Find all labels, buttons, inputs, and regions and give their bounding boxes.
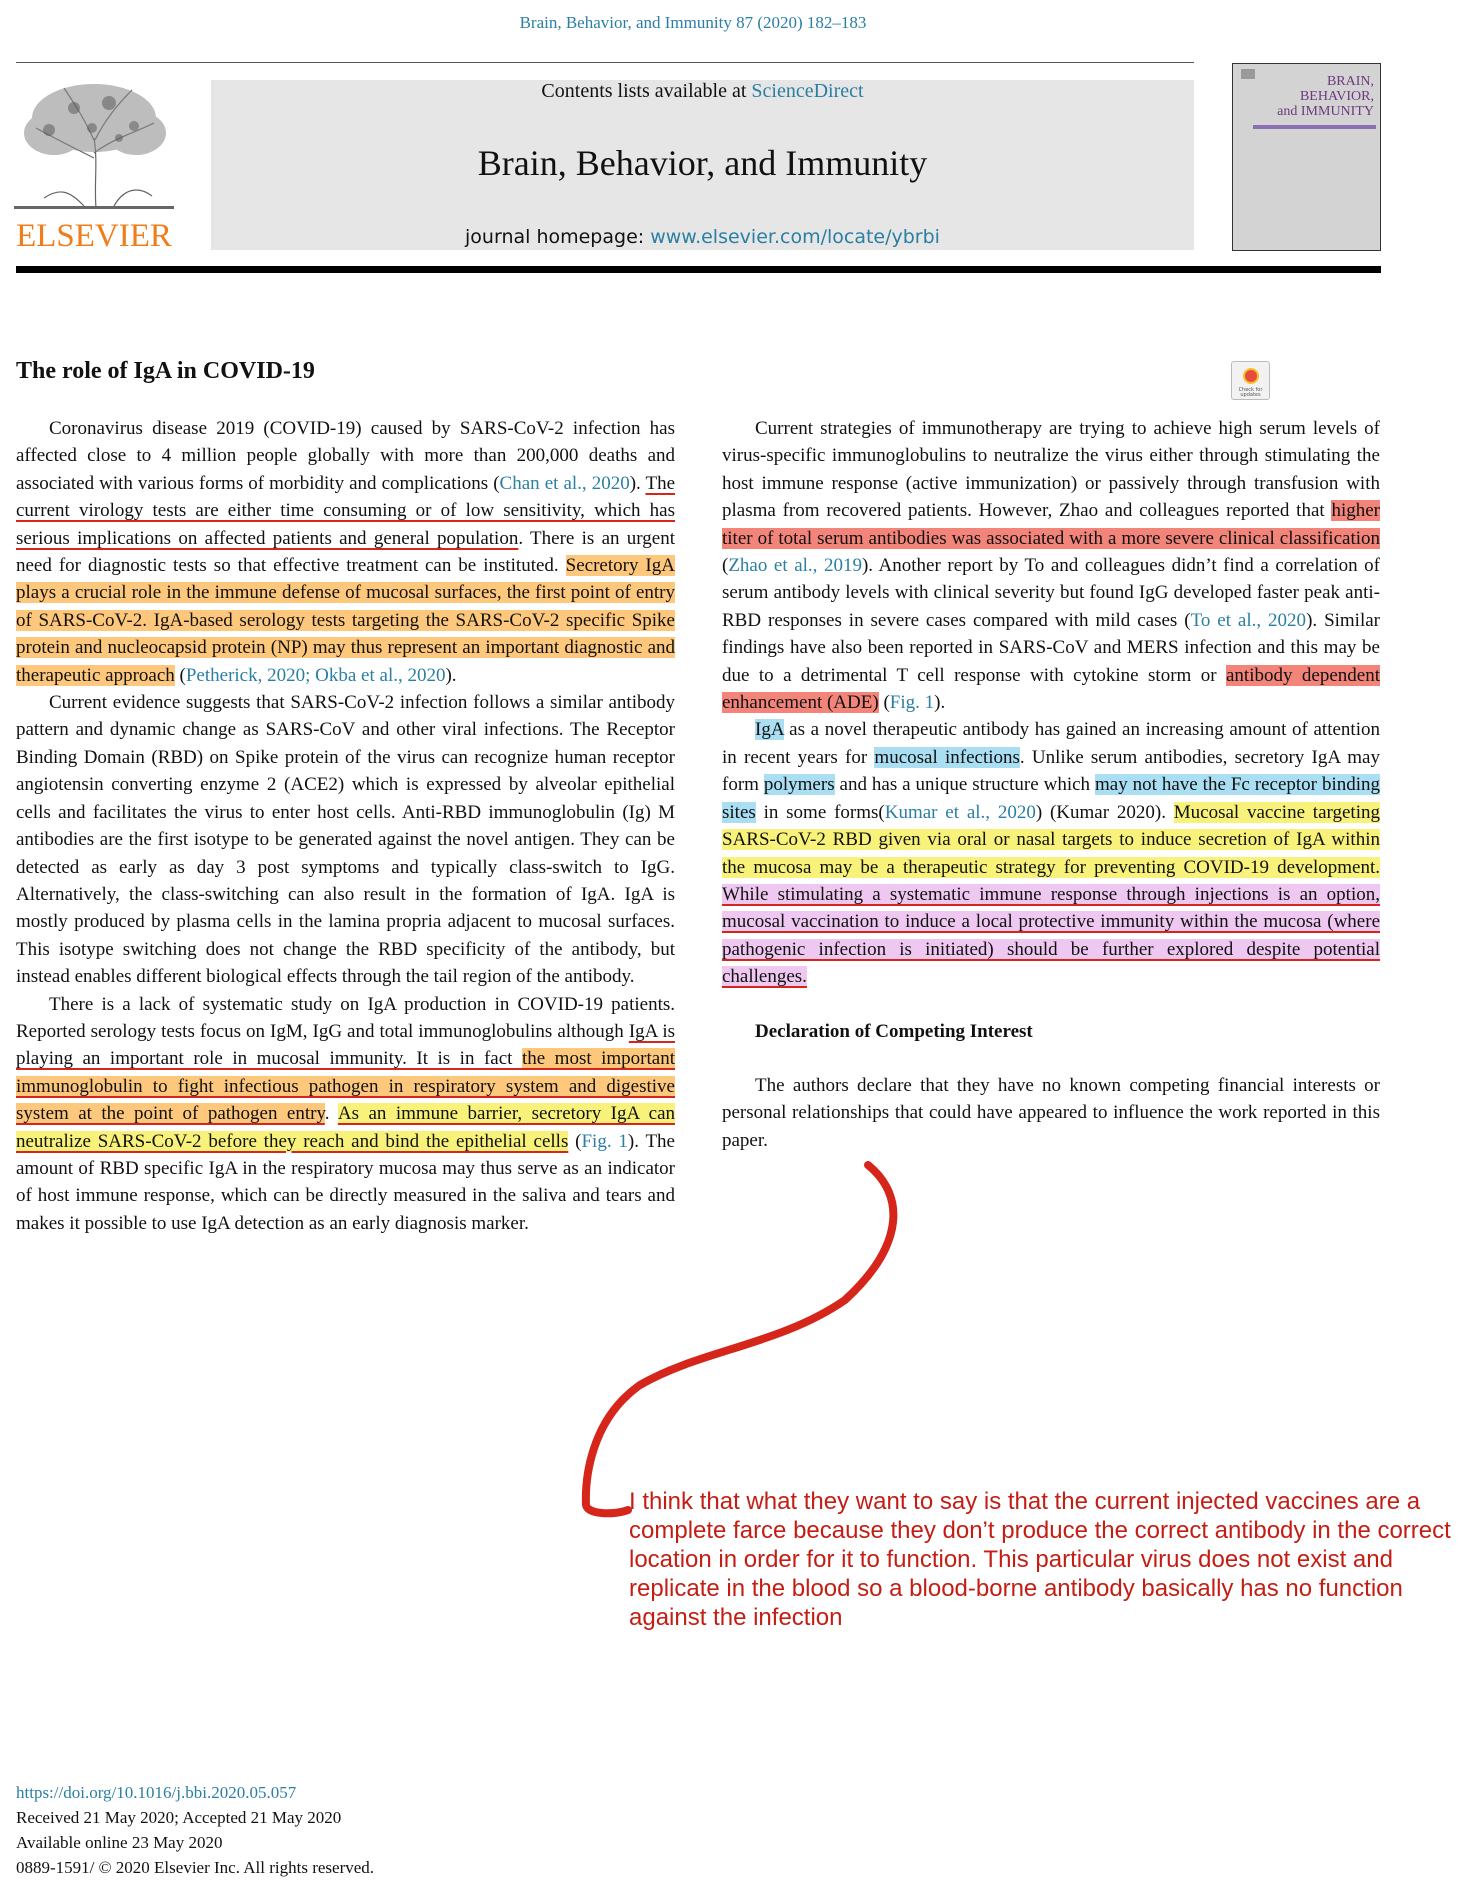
text-run: ). bbox=[445, 664, 457, 686]
reference-link[interactable]: Chan et al., 2020 bbox=[499, 472, 630, 494]
paragraph bbox=[722, 415, 1380, 716]
cover-title bbox=[1277, 74, 1374, 119]
top-rule bbox=[16, 62, 1194, 63]
highlighted-text: antibody dependent enhancement (ADE) bbox=[722, 664, 1380, 714]
highlighted-text: As an immune barrier, secretory IgA can neutralize SARS-CoV-2 before they reach and bind the epithelial cells bbox=[16, 1103, 675, 1152]
reference-link[interactable]: Zhao et al., 2019 bbox=[728, 555, 862, 577]
paragraph bbox=[16, 689, 675, 990]
text-run: . There is an urgent need for diagnostic tests so that effective treatment can be instituted. bbox=[16, 527, 675, 577]
article-footer bbox=[16, 1780, 374, 1880]
copyright: 0889-1591/ © 2020 Elsevier Inc. All rights reserved. bbox=[16, 1858, 375, 1877]
text-run: as a novel therapeutic antibody has gained an increasing amount of attention in recent years for bbox=[722, 719, 1380, 768]
text-run: . Unlike serum antibodies, secretory IgA may form bbox=[722, 746, 1380, 796]
check-for-updates-button[interactable] bbox=[1231, 361, 1270, 400]
article-title: The role of IgA in COVID-19 bbox=[16, 358, 315, 384]
highlighted-text: IgA is playing an important role in mucosal immunity. It is in fact bbox=[16, 1020, 675, 1070]
doi-link[interactable]: https://doi.org/10.1016/j.bbi.2020.05.057 bbox=[16, 1783, 297, 1802]
citation-line[interactable]: Brain, Behavior, and Immunity 87 (2020) 182–183 bbox=[519, 13, 867, 32]
text-run: Current strategies of immunotherapy are trying to achieve high serum levels of virus-specific immunoglobulins to neutralize the virus either through stimulating the host immune response (active immunization) or passively through transfusion with plasma from recovered patients. However, Zhao and colleagues reported that bbox=[722, 418, 1380, 522]
sciencedirect-link[interactable]: ScienceDirect bbox=[751, 80, 864, 102]
handwritten-annotation: I think that what they want to say is that the current injected vaccines are a complete farce because they don’t produce the correct antibody in the correct location in order for it to function. This particular virus does not exist and replicate in the blood so a blood-borne antibody basically has no function against the infection bbox=[629, 1488, 1451, 1631]
text-run: ). bbox=[934, 692, 946, 714]
cover-title-line: BRAIN, bbox=[1326, 74, 1374, 89]
text-run: There is a lack of systematic study on IgA production in COVID-19 patients. Reported serology tests focus on IgM, IgG and total immunoglobulins although bbox=[16, 993, 675, 1042]
highlighted-text: IgA bbox=[755, 719, 784, 741]
text-run: ( bbox=[878, 692, 890, 714]
journal-title: Brain, Behavior, and Immunity bbox=[477, 143, 928, 183]
highlighted-text: mucosal infections bbox=[874, 746, 1020, 768]
homepage-prefix: journal homepage: bbox=[465, 226, 651, 248]
elsevier-tree-icon bbox=[14, 78, 174, 213]
text-run: and has a unique structure which bbox=[834, 774, 1095, 796]
text-run: Coronavirus disease 2019 (COVID-19) caused by SARS-CoV-2 infection has affected close to 4 million people globally with more than 200,000 deaths and associated with various forms of morbidity and complications ( bbox=[16, 418, 675, 494]
highlighted-text: may not have the Fc receptor binding sites bbox=[722, 774, 1381, 823]
text-run: ). Another report by To and colleagues didn’t find a correlation of serum antibody levels with clinical severity but found IgG developed faster peak anti-RBD responses in severe cases compared with mild cases ( bbox=[722, 555, 1381, 631]
reference-link[interactable]: Fig. 1 bbox=[581, 1130, 628, 1152]
text-run: The authors declare that they have no known competing financial interests or personal relationships that could have appeared to influence the work reported in this paper. bbox=[722, 1074, 1380, 1151]
text-run: ( bbox=[568, 1130, 582, 1152]
highlighted-text: higher titer of total serum antibodies was associated with a more severe clinical classification bbox=[722, 500, 1380, 549]
text-run: ( bbox=[722, 555, 729, 577]
received-date: Received 21 May 2020; Accepted 21 May 2020 bbox=[16, 1808, 342, 1827]
contents-line bbox=[211, 80, 1194, 102]
highlighted-text: polymers bbox=[763, 774, 835, 796]
highlighted-text: Secretory IgA plays a crucial role in the immune defense of mucosal surfaces, the first point of entry of SARS-CoV-2. IgA-based serology tests targeting the SARS-CoV-2 specific Spike protein and nucleocapsid protein (NP) may thus represent an important diagnostic and therapeutic approach bbox=[16, 555, 675, 686]
text-run: in some forms( bbox=[755, 801, 885, 823]
text-run: ( bbox=[174, 664, 186, 686]
available-date: Available online 23 May 2020 bbox=[16, 1833, 223, 1852]
section-heading: Declaration of Competing Interest bbox=[755, 1020, 1033, 1042]
contents-prefix: Contents lists available at bbox=[541, 80, 752, 102]
journal-cover-thumbnail[interactable] bbox=[1232, 63, 1381, 251]
cover-title-line: BEHAVIOR, bbox=[1299, 89, 1374, 104]
text-run: ). bbox=[629, 472, 646, 494]
text-run: Current evidence suggests that SARS-CoV-2 infection follows a similar antibody pattern and dynamic change as SARS-CoV and other viral infections. The Receptor Binding Domain (RBD) on Spike protein of the virus can recognize human receptor angiotensin converting enzyme 2 (ACE2) which is expressed by alveolar epithelial cells and facilitates the virus to enter host cells. Anti-RBD immunoglobulin (Ig) M antibodies are the first isotype to be generated against the novel antigen. They can be detected as early as day 3 post symptoms and typically class-switch to IgG. Alternatively, the class-switching can also result in the formation of IgA. IgA is mostly produced by plasma cells in the lamina propria adjacent to mucosal surfaces. This isotype switching does not change the RBD specificity of the antibody, but instead enables different biological effects through the tail region of the antibody. bbox=[16, 692, 675, 988]
elsevier-logo-text: ELSEVIER bbox=[16, 218, 172, 254]
reference-link[interactable]: Petherick, 2020; Okba et al., 2020 bbox=[185, 664, 446, 686]
header-rule bbox=[16, 266, 1381, 273]
text-run: ). The amount of RBD specific IgA in the respiratory mucosa may thus serve as an indicator of host immune response, which can be directly measured in the saliva and tears and makes it possible to use IgA detection as an early diagnosis marker. bbox=[16, 1130, 675, 1234]
highlighted-text: Mucosal vaccine targeting SARS-CoV-2 RBD given via oral or nasal targets to induce secretion of IgA within the mucosa may be a therapeutic strategy for preventing COVID-19 development. bbox=[722, 801, 1380, 878]
paragraph bbox=[16, 415, 675, 689]
text-run: ). Similar findings have also been reported in SARS-CoV and MERS infection and this may be due to a detrimental T cell response with cytokine storm or bbox=[722, 609, 1381, 686]
journal-banner bbox=[211, 80, 1194, 250]
highlighted-text: While stimulating a systematic immune response through injections is an option, mucosal vaccination to induce a local protective immunity within the mucosa (where pathogenic infection is initiated) should be further explored despite potential challenges. bbox=[722, 883, 1380, 988]
reference-link[interactable]: Fig. 1 bbox=[889, 692, 935, 714]
cover-title-line: and IMMUNITY bbox=[1277, 104, 1374, 119]
reference-link[interactable]: Kumar et al., 2020 bbox=[884, 801, 1036, 823]
check-for-updates-label: Check for updates bbox=[1238, 387, 1263, 398]
homepage-link[interactable]: www.elsevier.com/locate/ybrbi bbox=[650, 226, 940, 248]
check-for-updates-icon bbox=[1243, 368, 1259, 384]
paragraph bbox=[722, 716, 1380, 990]
highlighted-text: the most important immunoglobulin to fight infectious pathogen in respiratory system and digestive system at the point of pathogen entry bbox=[16, 1048, 676, 1125]
elsevier-logo[interactable] bbox=[14, 78, 174, 254]
journal-homepage bbox=[211, 226, 1194, 248]
paragraph bbox=[16, 991, 675, 1238]
reference-link[interactable]: To et al., 2020 bbox=[1190, 609, 1307, 631]
cover-publisher-mark bbox=[1241, 69, 1255, 79]
right-column bbox=[722, 415, 1380, 1154]
text-run: . bbox=[324, 1103, 338, 1125]
paragraph bbox=[722, 1072, 1380, 1154]
left-column bbox=[16, 415, 675, 1237]
cover-band bbox=[1253, 125, 1376, 129]
text-run: ) (Kumar 2020). bbox=[1035, 801, 1174, 823]
highlighted-text: The current virology tests are either time consuming or of low sensitivity, which has serious implications on affected patients and general population bbox=[16, 472, 676, 549]
